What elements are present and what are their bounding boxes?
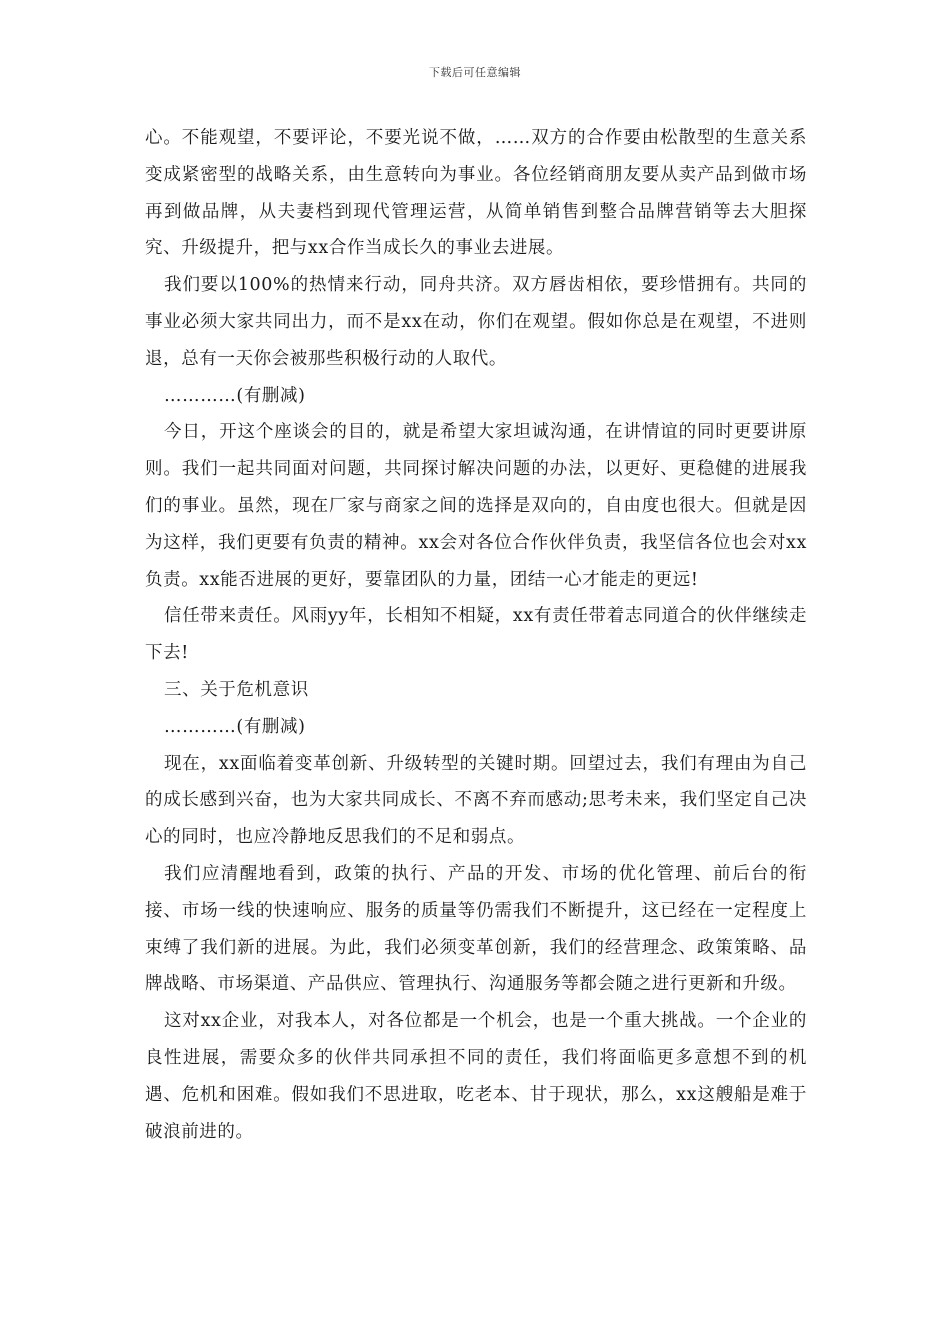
paragraph: 心。不能观望，不要评论，不要光说不做，……双方的合作要由松散型的生意关系变成紧密型的战略关系，由生意转向为事业。各位经销商朋友要从卖产品到做市场再到做品牌，从夫妻档到现代管理运营，从简单销售到整合品牌营销等去大胆探究、升级提升，把与xx合作当成长久的事业去进展。: [145, 128, 807, 259]
omission-note: …………(有删减): [164, 385, 306, 406]
omission-note: …………(有删减): [164, 716, 306, 737]
paragraph: 我们应清醒地看到，政策的执行、产品的开发、市场的优化管理、前后台的衔接、市场一线的快速响应、服务的质量等仍需我们不断提升，这已经在一定程度上束缚了我们新的进展。为此，我们必须变革创新，我们的经营理念、政策策略、品牌战略、市场渠道、产品供应、管理执行、沟通服务等都会随之进行更新和升级。: [145, 863, 807, 995]
page-header: 下载后可任意编辑: [429, 66, 521, 79]
paragraph: 我们要以100%的热情来行动，同舟共济。双方唇齿相依，要珍惜拥有。共同的事业必须大家共同出力，而不是xx在动，你们在观望。假如你总是在观望，不进则退，总有一天你会被那些积极行动的人取代。: [145, 275, 807, 369]
section-heading: 三、关于危机意识: [164, 679, 309, 700]
paragraph: 今日，开这个座谈会的目的，就是希望大家坦诚沟通，在讲情谊的同时更要讲原则。我们一起共同面对问题，共同探讨解决问题的办法，以更好、更稳健的进展我们的事业。虽然，现在厂家与商家之间的选择是双向的，自由度也很大。但就是因为这样，我们更要有负责的精神。xx会对各位合作伙伴负责，我坚信各位也会对xx负责。xx能否进展的更好，要靠团队的力量，团结一心才能走的更远!: [145, 422, 807, 590]
paragraph: 现在，xx面临着变革创新、升级转型的关键时期。回望过去，我们有理由为自己的成长感到兴奋，也为大家共同成长、不离不弃而感动;思考未来，我们坚定自己决心的同时，也应冷静地反思我们的不足和弱点。: [145, 753, 807, 848]
paragraph: 这对xx企业，对我本人，对各位都是一个机会，也是一个重大挑战。一个企业的良性进展，需要众多的伙伴共同承担不同的责任，我们将面临更多意想不到的机遇、危机和困难。假如我们不思进取，吃老本、甘于现状，那么，xx这艘船是难于破浪前进的。: [145, 1011, 807, 1142]
paragraph: 信任带来责任。风雨yy年，长相知不相疑，xx有责任带着志同道合的伙伴继续走下去!: [145, 606, 807, 664]
document-body: [145, 120, 807, 1150]
